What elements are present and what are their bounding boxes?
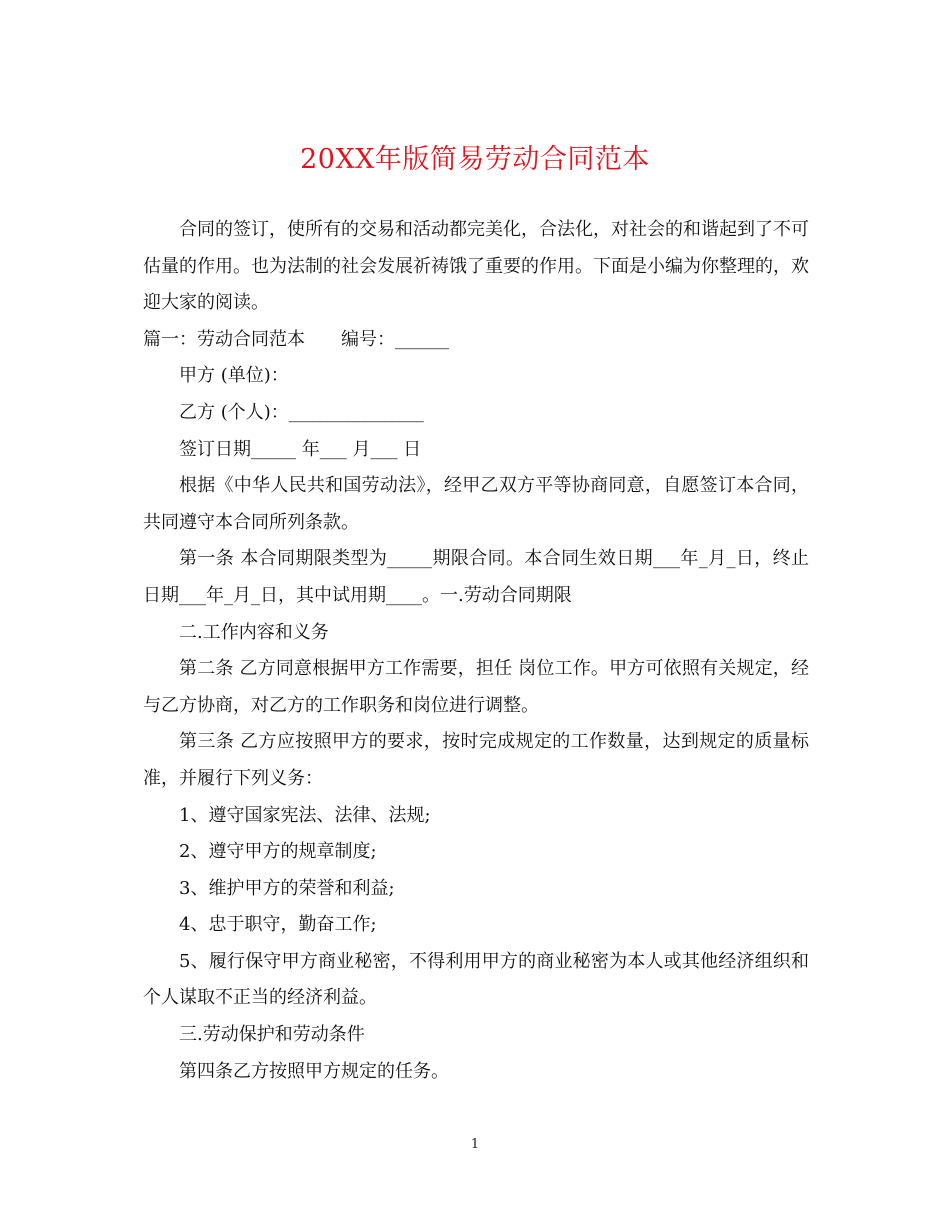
party-b-line: 乙方 (个人)：_______________ [179, 401, 424, 423]
duty-item-5: 5、履行保守甲方商业秘密，不得利用甲方的商业秘密为本人或其他经济组织和个人谋取不正当的经济利益。 [143, 950, 809, 1009]
page-number: 1 [470, 1137, 480, 1152]
document-body [143, 212, 809, 1090]
article-three-paragraph: 第三条 乙方应按照甲方的要求，按时完成规定的工作数量，达到规定的质量标准，并履行下列义务： [143, 731, 809, 789]
duty-item-3: 3、维护甲方的荣誉和利益; [179, 877, 395, 899]
article-two-paragraph: 第二条 乙方同意根据甲方工作需要，担任 岗位工作。甲方可依照有关规定，经与乙方协商，对乙方的工作职务和岗位进行调整。 [143, 658, 809, 716]
duty-item-4: 4、忠于职守，勤奋工作; [179, 914, 377, 936]
duty-item-2: 2、遵守甲方的规章制度; [179, 841, 377, 863]
section-heading-part-one: 篇一：劳动合同范本 编号：______ [143, 328, 449, 350]
legal-basis-paragraph: 根据《中华人民共和国劳动法》，经甲乙双方平等协商同意，自愿签订本合同，共同遵守本合同所列条款。 [143, 475, 809, 533]
document-title: 20XX年版简易劳动合同范本 [300, 144, 650, 175]
intro-paragraph: 合同的签订，使所有的交易和活动都完美化，合法化，对社会的和谐起到了不可估量的作用。也为法制的社会发展祈祷饿了重要的作用。下面是小编为你整理的，欢迎大家的阅读。 [143, 219, 809, 314]
article-one-paragraph: 第一条 本合同期限类型为_____期限合同。本合同生效日期___年_月_日，终止日期___年_月_日，其中试用期____。一.劳动合同期限 [143, 548, 809, 606]
section-heading-labor-protection: 三.劳动保护和劳动条件 [179, 1024, 365, 1046]
duty-item-1: 1、遵守国家宪法、法律、法规; [179, 804, 431, 826]
signing-date-line: 签订日期_____ 年___ 月___ 日 [179, 438, 422, 460]
article-four-paragraph: 第四条乙方按照甲方规定的任务。 [179, 1060, 449, 1082]
party-a-line: 甲方 (单位)： [179, 365, 289, 387]
section-heading-work-content: 二.工作内容和义务 [179, 621, 329, 643]
